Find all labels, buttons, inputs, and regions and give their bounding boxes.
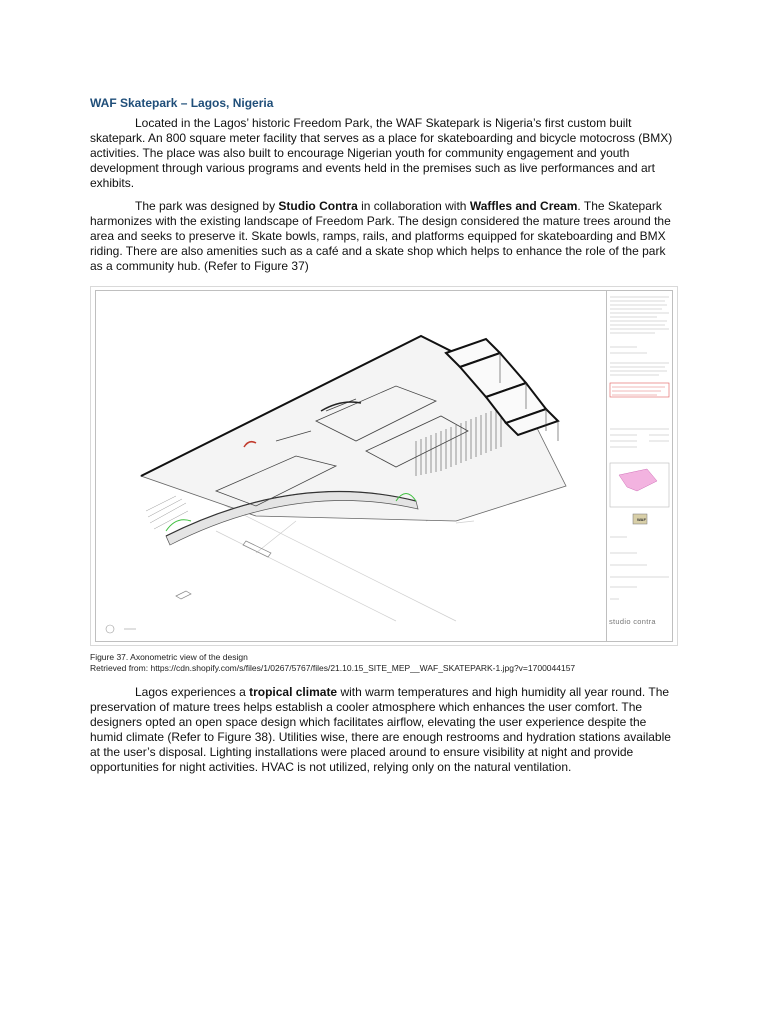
waf-logo: WAF	[637, 517, 646, 522]
document-page	[90, 96, 676, 783]
title-block	[606, 291, 673, 641]
designer-name: Studio Contra	[278, 199, 358, 213]
paragraph-design: The park was designed by Studio Contra in collaboration with Waffles and Cream. The Skatepark harmonizes with the existing landscape of Freedom Park. The design considered the mature trees around the area and seeks to preserve it. Skate bowls, ramps, rails, and platforms equipped for skateboarding and BMX riding. There are also amenities such as a café and a skate shop which helps to enhance the role of the park as a community hub. (Refer to Figure 37)	[90, 199, 671, 273]
paragraph-climate: Lagos experiences a tropical climate with warm temperatures and high humidity all year round. The preservation of mature trees helps establish a cooler atmosphere which enhances the user comfort. The designers opted an open space design which facilitates airflow, elevating the user experience despite the humid climate (Refer to Figure 38). Utilities wise, there are enough restrooms and hydration stations available at the user’s disposal. Lighting installations were placed around to ensure visibility at night and provide opportunities for night activities. HVAC is not utilized, relying only on the natural ventilation.	[90, 685, 671, 774]
title-block-notes	[607, 291, 673, 611]
caption-title: Figure 37. Axonometric view of the design	[90, 652, 248, 662]
climate-term: tropical climate	[249, 685, 338, 699]
figure-37	[90, 286, 678, 646]
section-heading: WAF Skatepark – Lagos, Nigeria	[90, 96, 274, 110]
drawing-sheet	[95, 290, 673, 642]
axonometric-drawing	[96, 291, 604, 641]
collaborator-name: Waffles and Cream	[469, 199, 578, 213]
caption-source: Retrieved from: https://cdn.shopify.com/s/files/1/0267/5767/files/21.10.15_SITE_MEP__WAF_SKATEPARK-1.jpg?v=1700044157	[90, 662, 576, 673]
figure-caption	[90, 652, 676, 673]
studio-brand: studio contra	[609, 617, 656, 626]
paragraph-intro: Located in the Lagos’ historic Freedom Park, the WAF Skatepark is Nigeria’s first custom built skatepark. An 800 square meter facility that serves as a place for skateboarding and bicycle motocross (BMX) activities. The place was also built to encourage Nigerian youth for community engagement and youth development through various programs and events held in the premises such as live performances and art exhibits.	[90, 116, 673, 190]
